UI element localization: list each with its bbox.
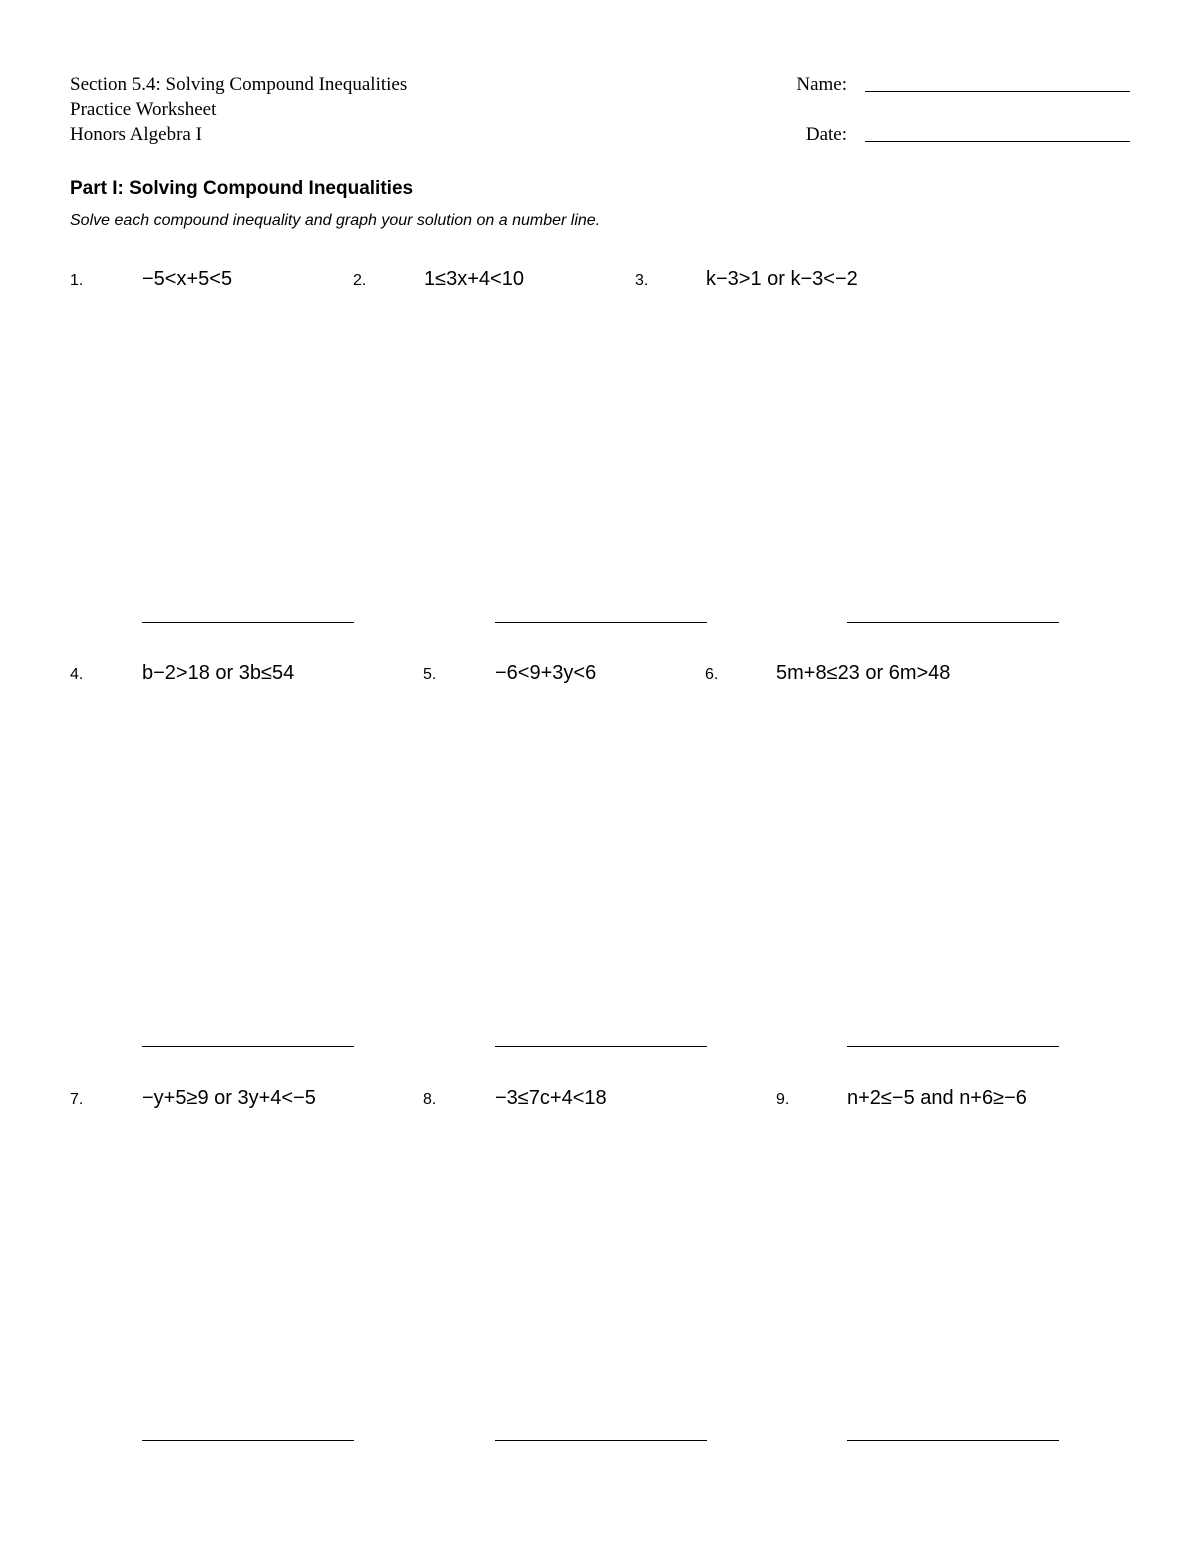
problem-2: 2. 1≤3x+4<10 <box>353 268 524 290</box>
problem-expression: −3≤7c+4<18 <box>495 1087 607 1109</box>
problem-expression: −6<9+3y<6 <box>495 662 597 684</box>
problem-expression: b−2>18 or 3b≤54 <box>142 662 295 684</box>
part-title: Part I: Solving Compound Inequalities <box>70 178 414 199</box>
problem-expression: 5m+8≤23 or 6m>48 <box>776 662 951 684</box>
answer-line-4[interactable] <box>142 1046 354 1047</box>
problem-7: 7. −y+5≥9 or 3y+4<−5 <box>70 1087 316 1109</box>
answer-line-6[interactable] <box>847 1046 1059 1047</box>
problem-5: 5. −6<9+3y<6 <box>423 662 597 684</box>
problem-1: 1. −5<x+5<5 <box>70 268 233 290</box>
answer-line-1[interactable] <box>142 622 354 623</box>
date-blank[interactable] <box>865 125 1130 142</box>
worksheet-type: Practice Worksheet <box>70 99 217 120</box>
answer-line-3[interactable] <box>847 622 1059 623</box>
answer-line-9[interactable] <box>847 1440 1059 1441</box>
problem-8: 8. −3≤7c+4<18 <box>423 1087 607 1109</box>
answer-line-8[interactable] <box>495 1440 707 1441</box>
problem-expression: −5<x+5<5 <box>142 268 233 290</box>
worksheet-header <box>70 72 407 147</box>
answer-line-5[interactable] <box>495 1046 707 1047</box>
name-blank[interactable] <box>865 75 1130 92</box>
answer-line-7[interactable] <box>142 1440 354 1441</box>
problem-3: 3. k−3>1 or k−3<−2 <box>635 268 858 290</box>
date-field <box>787 124 1130 146</box>
name-label: Name: <box>796 74 847 95</box>
problem-expression: k−3>1 or k−3<−2 <box>706 268 858 290</box>
problem-expression: −y+5≥9 or 3y+4<−5 <box>142 1087 316 1109</box>
problem-9: 9. n+2≤−5 and n+6≥−6 <box>776 1087 1027 1109</box>
answer-line-2[interactable] <box>495 622 707 623</box>
problem-expression: n+2≤−5 and n+6≥−6 <box>847 1087 1027 1109</box>
problem-expression: 1≤3x+4<10 <box>424 268 524 290</box>
instructions: Solve each compound inequality and graph your solution on a number line. <box>70 212 601 229</box>
problem-6: 6. 5m+8≤23 or 6m>48 <box>705 662 951 684</box>
problem-4: 4. b−2>18 or 3b≤54 <box>70 662 295 684</box>
date-label: Date: <box>805 124 847 145</box>
course-name: Honors Algebra I <box>70 124 202 145</box>
section-title: Section 5.4: Solving Compound Inequalities <box>70 74 408 95</box>
name-field <box>787 74 1130 96</box>
